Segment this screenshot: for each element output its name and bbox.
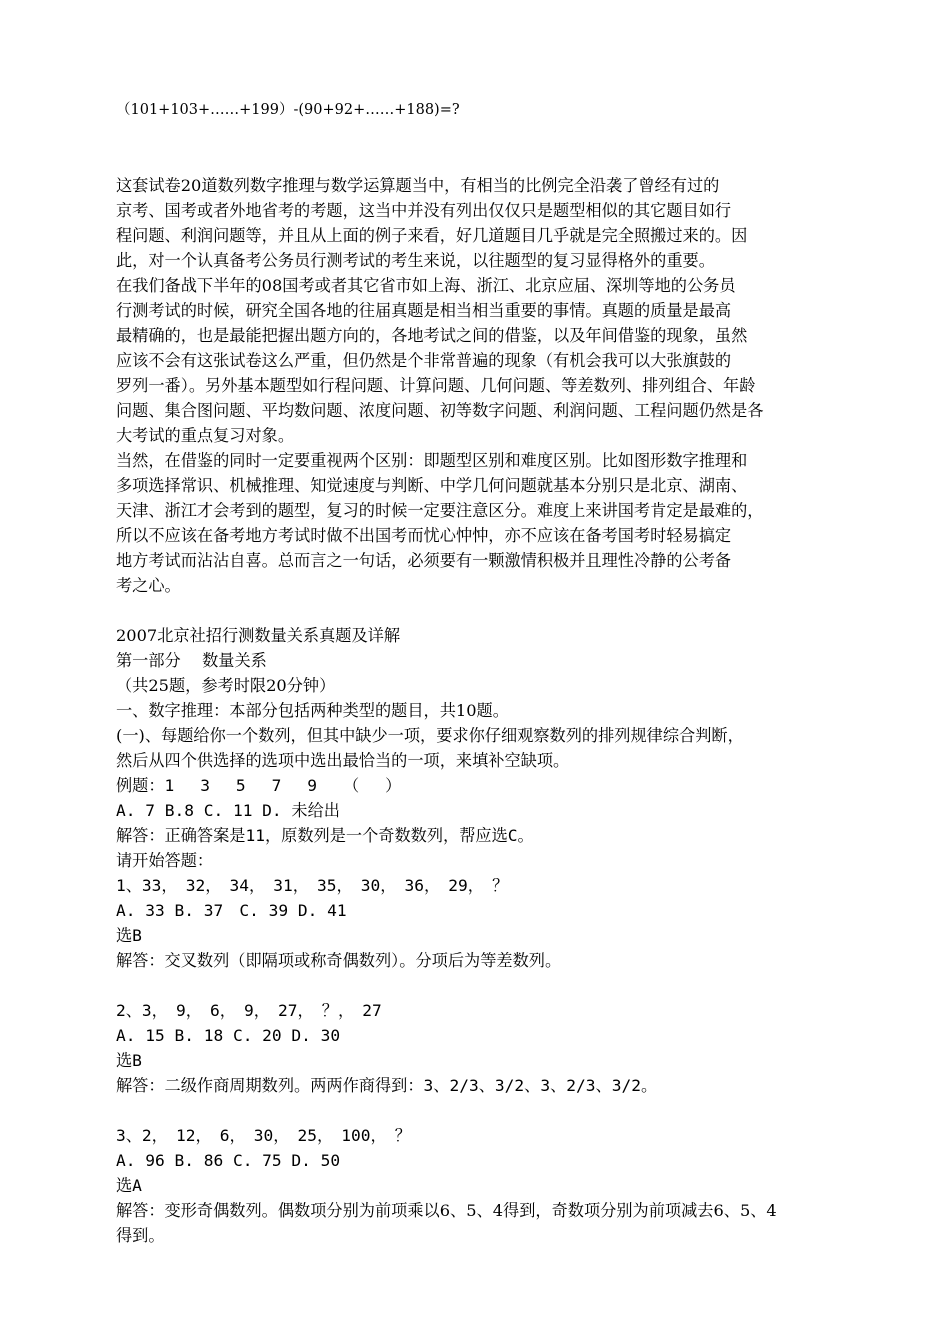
- question-choice: 选A: [116, 1175, 142, 1195]
- start-prompt: 请开始答题：: [116, 850, 214, 870]
- example-sequence: 例题：1 3 5 7 9 （ ）: [116, 775, 402, 795]
- intro-line: 罗列一番）。另外基本题型如行程问题、计算问题、几何问题、等差数列、排列组合、年龄: [116, 375, 756, 395]
- question-explanation: 解答：变形奇偶数列。偶数项分别为前项乘以6、5、4得到，奇数项分别为前项减去6、5、4: [116, 1200, 777, 1220]
- part-heading: 第一部分 数量关系: [116, 650, 267, 670]
- intro-line: 这套试卷20道数列数字推理与数学运算题当中，有相当的比例完全沿袭了曾经有过的: [116, 175, 720, 195]
- intro-line: 考之心。: [116, 575, 181, 595]
- example-options: A. 7 B.8 C. 11 D. 未给出: [116, 800, 340, 820]
- question-explanation: 解答：二级作商周期数列。两两作商得到：3、2/3、3/2、3、2/3、3/2。: [116, 1075, 658, 1095]
- question-1: [116, 873, 846, 973]
- intro-line: 多项选择常识、机械推理、知觉速度与判断、中学几何问题就基本分别只是北京、湖南、: [116, 475, 748, 495]
- question-explanation: 得到。: [116, 1225, 165, 1245]
- intro-paragraph: [116, 173, 846, 598]
- question-options: A. 15 B. 18 C. 20 D. 30: [116, 1025, 341, 1045]
- spacer: [116, 598, 846, 623]
- spacer: [116, 973, 846, 998]
- instruction-line: 然后从四个供选择的选项中选出最恰当的一项，来填补空缺项。: [116, 750, 570, 770]
- question-options: A. 33 B. 37 C. 39 D. 41: [116, 900, 347, 920]
- time-note: （共25题，参考时限20分钟）: [116, 675, 336, 695]
- question-sequence: 3、2， 12， 6， 30， 25， 100， ？: [116, 1125, 411, 1145]
- intro-line: 地方考试而沾沾自喜。总而言之一句话，必须要有一颗激情积极并且理性冷静的公考备: [116, 550, 732, 570]
- document-page: [116, 98, 846, 1248]
- intro-line: 行测考试的时候，研究全国各地的往届真题是相当相当重要的事情。真题的质量是最高: [116, 300, 732, 320]
- intro-line: 在我们备战下半年的08国考或者其它省市如上海、浙江、北京应届、深圳等地的公务员: [116, 275, 736, 295]
- intro-line: 天津、浙江才会考到的题型，复习的时候一定要注意区分。难度上来讲国考肯定是最难的，: [116, 500, 764, 520]
- intro-line: 大考试的重点复习对象。: [116, 425, 295, 445]
- section-title: 2007北京社招行测数量关系真题及详解: [116, 625, 401, 645]
- intro-line: 应该不会有这张试卷这么严重，但仍然是个非常普遍的现象（有机会我可以大张旗鼓的: [116, 350, 732, 370]
- instruction-line: (一)、每题给你一个数列，但其中缺少一项，要求你仔细观察数列的排列规律综合判断，: [116, 725, 744, 745]
- intro-line: 所以不应该在备考地方考试时做不出国考而忧心忡忡，亦不应该在备考国考时轻易搞定: [116, 525, 732, 545]
- section-header: [116, 623, 846, 873]
- formula-line: （101+103+……+199）-(90+92+……+188)=?: [116, 102, 460, 118]
- intro-line: 问题、集合图问题、平均数问题、浓度问题、初等数字问题、利润问题、工程问题仍然是各: [116, 400, 764, 420]
- intro-line: 此，对一个认真备考公务员行测考试的考生来说，以往题型的复习显得格外的重要。: [116, 250, 715, 270]
- intro-line: 最精确的，也是最能把握出题方向的，各地考试之间的借鉴，以及年间借鉴的现象，虽然: [116, 325, 748, 345]
- question-options: A. 96 B. 86 C. 75 D. 50: [116, 1150, 341, 1170]
- intro-line: 京考、国考或者外地省考的考题，这当中并没有列出仅仅只是题型相似的其它题目如行: [116, 200, 732, 220]
- example-answer: 解答：正确答案是11，原数列是一个奇数数列，帮应选C。: [116, 825, 534, 845]
- question-sequence: 1、33， 32， 34， 31， 35， 30， 36， 29， ？: [116, 875, 509, 895]
- intro-line: 当然，在借鉴的同时一定要重视两个区别：即题型区别和难度区别。比如图形数字推理和: [116, 450, 748, 470]
- intro-line: 程问题、利润问题等，并且从上面的例子来看，好几道题目几乎就是完全照搬过来的。因: [116, 225, 748, 245]
- question-explanation: 解答：交叉数列（即隔项或称奇偶数列）。分项后为等差数列。: [116, 950, 562, 970]
- question-type: 一、数字推理：本部分包括两种类型的题目，共10题。: [116, 700, 509, 720]
- question-2: [116, 998, 846, 1098]
- question-sequence: 2、3， 9， 6， 9， 27， ？， 27: [116, 1000, 382, 1020]
- question-choice: 选B: [116, 1050, 142, 1070]
- question-3: [116, 1123, 846, 1248]
- question-choice: 选B: [116, 925, 142, 945]
- spacer: [116, 1098, 846, 1123]
